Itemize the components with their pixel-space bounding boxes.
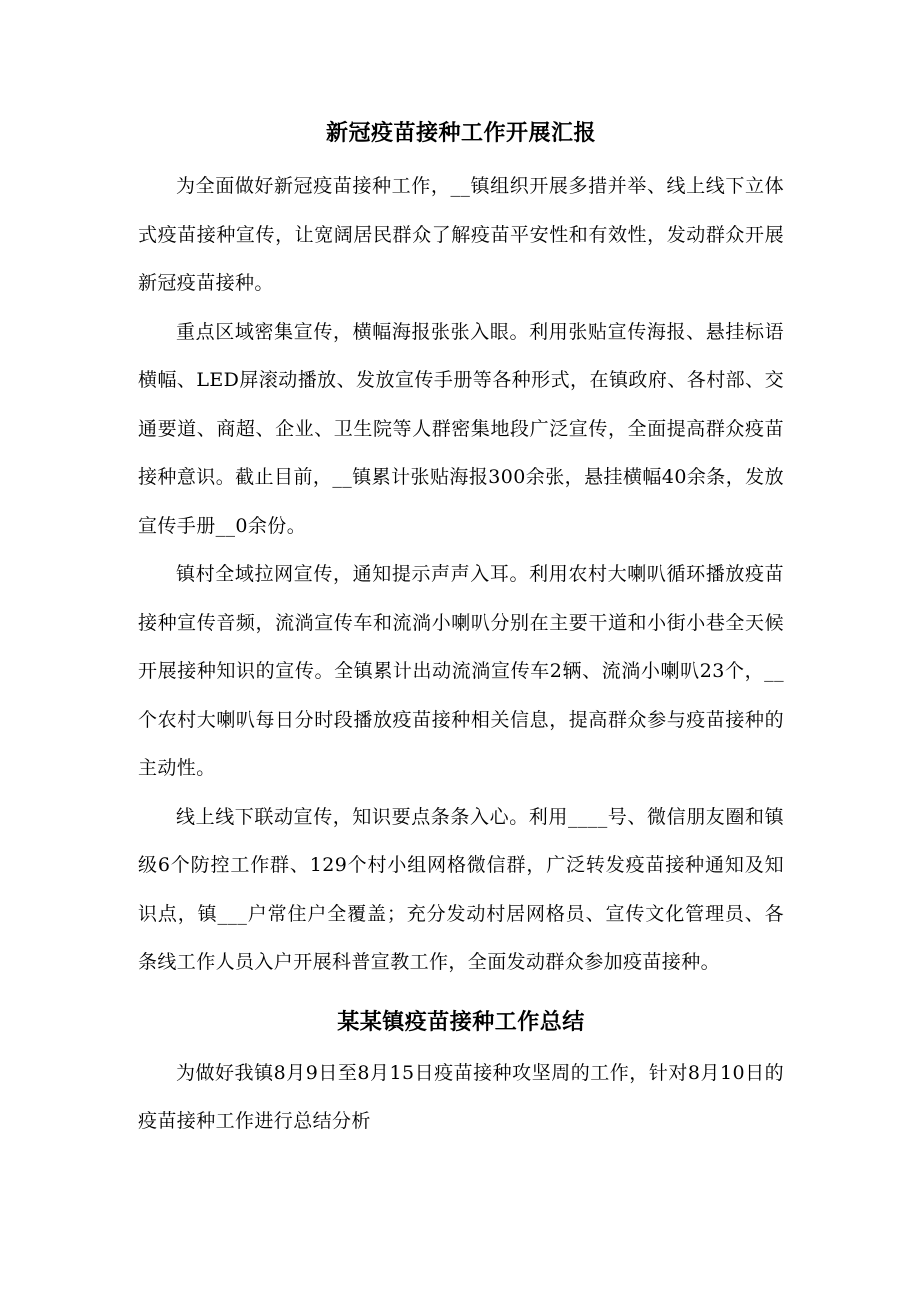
document-body xyxy=(138,116,784,1146)
section-2-paragraph-1: 为做好我镇8月9日至8月15日疫苗接种攻坚周的工作，针对8月10日的疫苗接种工作进行总结分析 xyxy=(138,1061,784,1132)
section-1-paragraph-2: 重点区域密集宣传，横幅海报张张入眼。利用张贴宣传海报、悬挂标语横幅、LED屏滚动播放、发放宣传手册等各种形式，在镇政府、各村部、交通要道、商超、企业、卫生院等人群密集地段广泛宣传，全面提高群众疫苗接种意识。截止目前，__镇累计张贴海报300余张，悬挂横幅40余条，发放宣传手册__0余份。 xyxy=(138,320,784,537)
section-1-paragraph-3: 镇村全域拉网宣传，通知提示声声入耳。利用农村大喇叭循环播放疫苗接种宣传音频，流淌宣传车和流淌小喇叭分别在主要干道和小街小巷全天候开展接种知识的宣传。全镇累计出动流淌宣传车2辆、流淌小喇叭23个，__个农村大喇叭每日分时段播放疫苗接种相关信息，提高群众参与疫苗接种的主动性。 xyxy=(138,563,784,779)
section-1-title: 新冠疫苗接种工作开展汇报 xyxy=(325,121,596,146)
section-2-title: 某某镇疫苗接种工作总结 xyxy=(337,1009,585,1035)
section-1-paragraph-4: 线上线下联动宣传，知识要点条条入心。利用____号、微信朋友圈和镇级6个防控工作群、129个村小组网格微信群，广泛转发疫苗接种通知及知识点，镇___户常住户全覆盖；充分发动村居网格员、宣传文化管理员、各条线工作人员入户开展科普宣教工作，全面发动群众参加疫苗接种。 xyxy=(138,805,784,973)
section-1-paragraph-1: 为全面做好新冠疫苗接种工作，__镇组织开展多措并举、线上线下立体式疫苗接种宣传，让宽阔居民群众了解疫苗平安性和有效性，发动群众开展新冠疫苗接种。 xyxy=(138,175,784,294)
